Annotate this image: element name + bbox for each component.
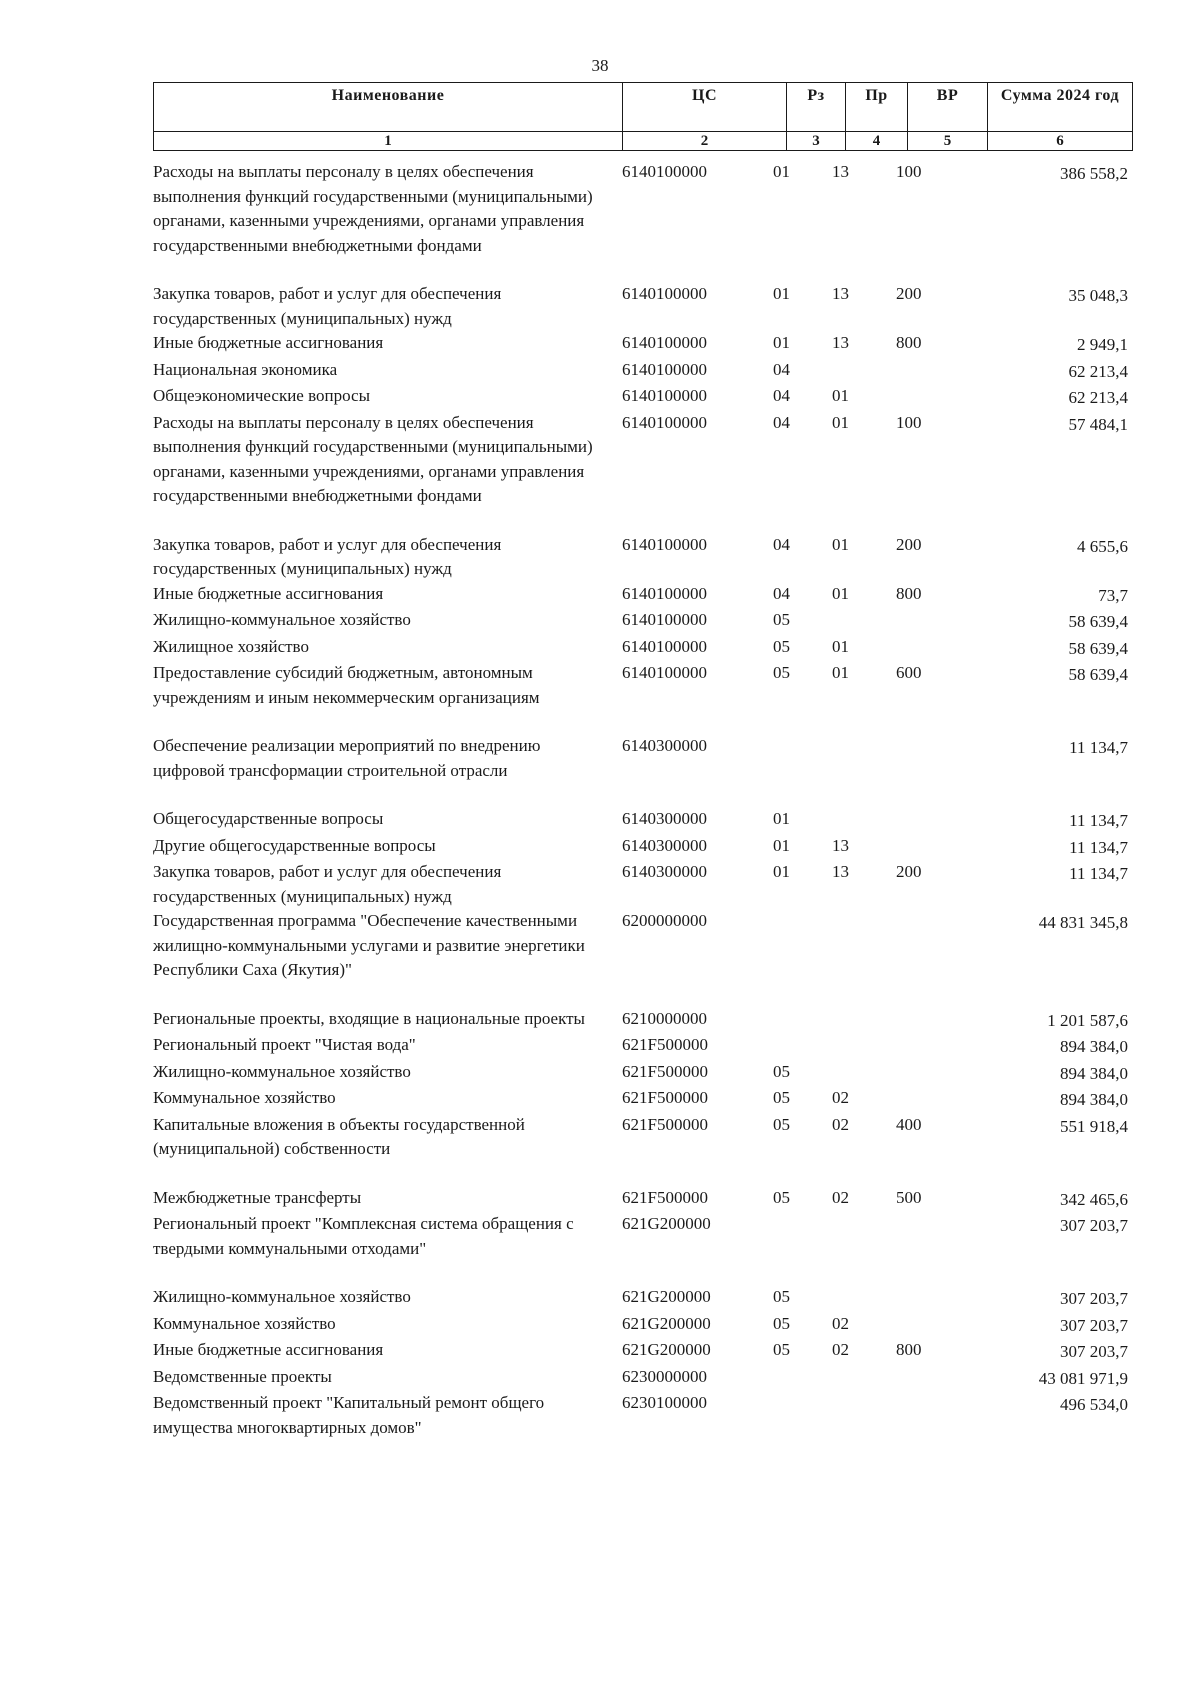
row-rz: 01 bbox=[773, 809, 790, 828]
table-row bbox=[153, 411, 1132, 509]
row-spacer bbox=[153, 710, 1132, 734]
header-numbers-row bbox=[154, 132, 1133, 151]
header-vr: ВР bbox=[908, 83, 988, 132]
row-rz: 05 bbox=[773, 1313, 790, 1333]
table-row bbox=[153, 358, 1132, 385]
row-name: Закупка товаров, работ и услуг для обеспечения государственных (муниципальных) нужд bbox=[153, 534, 502, 578]
row-rz: 04 bbox=[773, 359, 790, 379]
row-rz: 05 bbox=[773, 1061, 790, 1081]
row-spacer bbox=[153, 1162, 1132, 1186]
table-row bbox=[153, 1391, 1132, 1440]
row-name: Иные бюджетные ассигнования bbox=[153, 583, 384, 603]
header-number: 1 bbox=[154, 132, 623, 151]
row-sum: 35 048,3 bbox=[1068, 286, 1128, 305]
row-sum: 4 655,6 bbox=[1077, 536, 1128, 556]
row-name: Региональные проекты, входящие в национальные проекты bbox=[153, 1008, 585, 1028]
row-rz: 01 bbox=[773, 284, 790, 303]
row-sum: 1 201 587,6 bbox=[1047, 1010, 1128, 1030]
row-pr: 02 bbox=[832, 1187, 849, 1207]
row-spacer bbox=[153, 509, 1132, 533]
row-pr: 13 bbox=[832, 162, 849, 181]
row-sum: 894 384,0 bbox=[1060, 1037, 1128, 1056]
row-sum: 11 134,7 bbox=[1069, 837, 1128, 857]
row-cs: 6230000000 bbox=[622, 1366, 707, 1386]
row-cs: 6140100000 bbox=[622, 636, 707, 656]
row-pr: 01 bbox=[832, 412, 849, 432]
table-body bbox=[153, 160, 1132, 1440]
table-row bbox=[153, 1312, 1132, 1339]
header-number: 3 bbox=[787, 132, 846, 151]
row-pr: 13 bbox=[832, 333, 849, 352]
row-rz: 05 bbox=[773, 1187, 790, 1207]
table-row bbox=[153, 282, 1132, 331]
row-pr: 01 bbox=[832, 386, 849, 405]
row-name: Ведомственные проекты bbox=[153, 1366, 332, 1386]
row-name: Межбюджетные трансферты bbox=[153, 1187, 362, 1207]
table-row bbox=[153, 1338, 1132, 1365]
row-name: Жилищно-коммунальное хозяйство bbox=[153, 1061, 411, 1081]
table-row bbox=[153, 1186, 1132, 1213]
row-cs: 6140100000 bbox=[622, 534, 707, 554]
table-row bbox=[153, 909, 1132, 983]
table-row bbox=[153, 1007, 1132, 1034]
table-row bbox=[153, 331, 1132, 358]
header-number: 6 bbox=[988, 132, 1133, 151]
table-row bbox=[153, 1113, 1132, 1162]
header-number: 2 bbox=[623, 132, 787, 151]
row-name: Расходы на выплаты персоналу в целях обеспечения выполнения функций государственными (муниципальными) органами, казенными учреждениями, органами управления государственными внебюджетными фондами bbox=[153, 412, 593, 505]
row-name: Региональный проект "Чистая вода" bbox=[153, 1035, 416, 1054]
row-name: Общеэкономические вопросы bbox=[153, 386, 370, 405]
row-cs: 621G200000 bbox=[622, 1313, 711, 1333]
row-sum: 57 484,1 bbox=[1068, 414, 1128, 434]
table-row bbox=[153, 1033, 1132, 1060]
row-vr: 200 bbox=[896, 862, 922, 881]
row-spacer bbox=[153, 783, 1132, 807]
row-rz: 04 bbox=[773, 412, 790, 432]
row-cs: 621F500000 bbox=[622, 1061, 708, 1081]
row-name: Закупка товаров, работ и услуг для обеспечения государственных (муниципальных) нужд bbox=[153, 862, 502, 906]
table-row bbox=[153, 734, 1132, 783]
table-row bbox=[153, 1365, 1132, 1392]
row-pr: 01 bbox=[832, 663, 849, 682]
row-sum: 62 213,4 bbox=[1068, 361, 1128, 381]
row-name: Другие общегосударственные вопросы bbox=[153, 835, 436, 855]
row-vr: 100 bbox=[896, 162, 922, 181]
row-rz: 01 bbox=[773, 162, 790, 181]
row-spacer bbox=[153, 258, 1132, 282]
row-sum: 58 639,4 bbox=[1068, 638, 1128, 658]
row-pr: 02 bbox=[832, 1340, 849, 1359]
row-name: Региональный проект "Комплексная система обращения с твердыми коммунальными отходами" bbox=[153, 1214, 574, 1258]
row-cs: 6140300000 bbox=[622, 809, 707, 828]
row-name: Закупка товаров, работ и услуг для обеспечения государственных (муниципальных) нужд bbox=[153, 284, 502, 328]
row-vr: 600 bbox=[896, 663, 922, 682]
table-row bbox=[153, 860, 1132, 909]
row-name: Жилищно-коммунальное хозяйство bbox=[153, 1287, 411, 1306]
row-pr: 02 bbox=[832, 1114, 849, 1134]
header-number: 4 bbox=[846, 132, 908, 151]
row-sum: 894 384,0 bbox=[1060, 1063, 1128, 1083]
row-name: Государственная программа "Обеспечение качественными жилищно-коммунальными услугами и развитие энергетики Республики Саха (Якутия)" bbox=[153, 911, 585, 979]
row-rz: 05 bbox=[773, 610, 790, 629]
table-row bbox=[153, 582, 1132, 609]
row-sum: 2 949,1 bbox=[1077, 335, 1128, 354]
table-row bbox=[153, 807, 1132, 834]
row-name: Жилищное хозяйство bbox=[153, 636, 309, 656]
row-cs: 6140100000 bbox=[622, 359, 707, 379]
row-rz: 05 bbox=[773, 636, 790, 656]
row-spacer bbox=[153, 1261, 1132, 1285]
row-sum: 386 558,2 bbox=[1060, 164, 1128, 183]
header-name: Наименование bbox=[154, 83, 623, 132]
row-name: Ведомственный проект "Капитальный ремонт общего имущества многоквартирных домов" bbox=[153, 1393, 545, 1437]
row-cs: 6140100000 bbox=[622, 162, 707, 181]
row-cs: 6140100000 bbox=[622, 386, 707, 405]
row-rz: 05 bbox=[773, 1088, 790, 1107]
table-row bbox=[153, 160, 1132, 258]
row-cs: 6140300000 bbox=[622, 736, 707, 755]
row-sum: 11 134,7 bbox=[1069, 738, 1128, 757]
row-pr: 01 bbox=[832, 534, 849, 554]
row-cs: 621F500000 bbox=[622, 1088, 708, 1107]
row-cs: 6140300000 bbox=[622, 862, 707, 881]
header-names-row bbox=[154, 83, 1133, 132]
table-row bbox=[153, 661, 1132, 710]
row-rz: 05 bbox=[773, 1287, 790, 1306]
row-cs: 6230100000 bbox=[622, 1393, 707, 1412]
row-rz: 05 bbox=[773, 1340, 790, 1359]
row-name: Иные бюджетные ассигнования bbox=[153, 1340, 384, 1359]
row-rz: 04 bbox=[773, 583, 790, 603]
row-cs: 621F500000 bbox=[622, 1187, 708, 1207]
row-rz: 01 bbox=[773, 862, 790, 881]
table-header bbox=[153, 82, 1133, 151]
header-rz: Рз bbox=[787, 83, 846, 132]
row-sum: 44 831 345,8 bbox=[1038, 913, 1128, 932]
row-cs: 6140100000 bbox=[622, 663, 707, 682]
row-rz: 04 bbox=[773, 386, 790, 405]
header-cs: ЦС bbox=[623, 83, 787, 132]
row-sum: 11 134,7 bbox=[1069, 864, 1128, 883]
row-pr: 01 bbox=[832, 636, 849, 656]
row-name: Капитальные вложения в объекты государственной (муниципальной) собственности bbox=[153, 1114, 525, 1158]
table-row bbox=[153, 1212, 1132, 1261]
row-cs: 621F500000 bbox=[622, 1035, 708, 1054]
row-sum: 58 639,4 bbox=[1068, 612, 1128, 631]
row-sum: 43 081 971,9 bbox=[1038, 1368, 1128, 1388]
row-vr: 800 bbox=[896, 1340, 922, 1359]
row-cs: 6140100000 bbox=[622, 610, 707, 629]
row-vr: 400 bbox=[896, 1114, 922, 1134]
page-number: 38 bbox=[591, 56, 609, 75]
row-sum: 894 384,0 bbox=[1060, 1090, 1128, 1109]
row-cs: 6140100000 bbox=[622, 583, 707, 603]
row-vr: 200 bbox=[896, 534, 922, 554]
row-sum: 307 203,7 bbox=[1060, 1342, 1128, 1361]
row-sum: 496 534,0 bbox=[1060, 1395, 1128, 1414]
row-sum: 307 203,7 bbox=[1060, 1289, 1128, 1308]
row-sum: 62 213,4 bbox=[1068, 388, 1128, 407]
table-row bbox=[153, 533, 1132, 582]
row-name: Иные бюджетные ассигнования bbox=[153, 333, 384, 352]
row-sum: 73,7 bbox=[1098, 585, 1128, 605]
row-vr: 800 bbox=[896, 583, 922, 603]
table-row bbox=[153, 635, 1132, 662]
row-pr: 01 bbox=[832, 583, 849, 603]
row-cs: 6140100000 bbox=[622, 412, 707, 432]
row-rz: 05 bbox=[773, 1114, 790, 1134]
row-vr: 500 bbox=[896, 1187, 922, 1207]
table-row bbox=[153, 608, 1132, 635]
row-pr: 13 bbox=[832, 284, 849, 303]
row-name: Расходы на выплаты персоналу в целях обеспечения выполнения функций государственными (муниципальными) органами, казенными учреждениями, органами управления государственными внебюджетными фондами bbox=[153, 162, 593, 255]
row-sum: 342 465,6 bbox=[1060, 1189, 1128, 1209]
row-name: Коммунальное хозяйство bbox=[153, 1088, 336, 1107]
row-name: Коммунальное хозяйство bbox=[153, 1313, 336, 1333]
table-row bbox=[153, 1285, 1132, 1312]
row-name: Предоставление субсидий бюджетным, автономным учреждениям и иным некоммерческим организациям bbox=[153, 663, 540, 707]
row-vr: 100 bbox=[896, 412, 922, 432]
header-pr: Пр bbox=[846, 83, 908, 132]
row-cs: 621G200000 bbox=[622, 1340, 711, 1359]
row-spacer bbox=[153, 983, 1132, 1007]
row-rz: 01 bbox=[773, 835, 790, 855]
row-name: Обеспечение реализации мероприятий по внедрению цифровой трансформации строительной отрасли bbox=[153, 736, 541, 780]
row-sum: 307 203,7 bbox=[1060, 1216, 1128, 1235]
row-pr: 13 bbox=[832, 835, 849, 855]
row-cs: 6200000000 bbox=[622, 911, 707, 930]
row-pr: 02 bbox=[832, 1088, 849, 1107]
row-name: Общегосударственные вопросы bbox=[153, 809, 384, 828]
row-name: Национальная экономика bbox=[153, 359, 338, 379]
table-row bbox=[153, 1060, 1132, 1087]
table-row bbox=[153, 1086, 1132, 1113]
row-sum: 11 134,7 bbox=[1069, 811, 1128, 830]
row-cs: 6140100000 bbox=[622, 333, 707, 352]
row-rz: 04 bbox=[773, 534, 790, 554]
table-row bbox=[153, 834, 1132, 861]
row-pr: 13 bbox=[832, 862, 849, 881]
row-rz: 01 bbox=[773, 333, 790, 352]
row-name: Жилищно-коммунальное хозяйство bbox=[153, 610, 411, 629]
row-cs: 621G200000 bbox=[622, 1287, 711, 1306]
row-sum: 307 203,7 bbox=[1060, 1315, 1128, 1335]
row-sum: 551 918,4 bbox=[1060, 1116, 1128, 1136]
row-cs: 6140100000 bbox=[622, 284, 707, 303]
row-vr: 200 bbox=[896, 284, 922, 303]
row-vr: 800 bbox=[896, 333, 922, 352]
header-sum: Сумма 2024 год bbox=[988, 83, 1133, 132]
row-pr: 02 bbox=[832, 1313, 849, 1333]
row-rz: 05 bbox=[773, 663, 790, 682]
row-cs: 6210000000 bbox=[622, 1008, 707, 1028]
row-cs: 621G200000 bbox=[622, 1214, 711, 1233]
row-sum: 58 639,4 bbox=[1068, 665, 1128, 684]
row-cs: 621F500000 bbox=[622, 1114, 708, 1134]
header-number: 5 bbox=[908, 132, 988, 151]
row-cs: 6140300000 bbox=[622, 835, 707, 855]
table-row bbox=[153, 384, 1132, 411]
